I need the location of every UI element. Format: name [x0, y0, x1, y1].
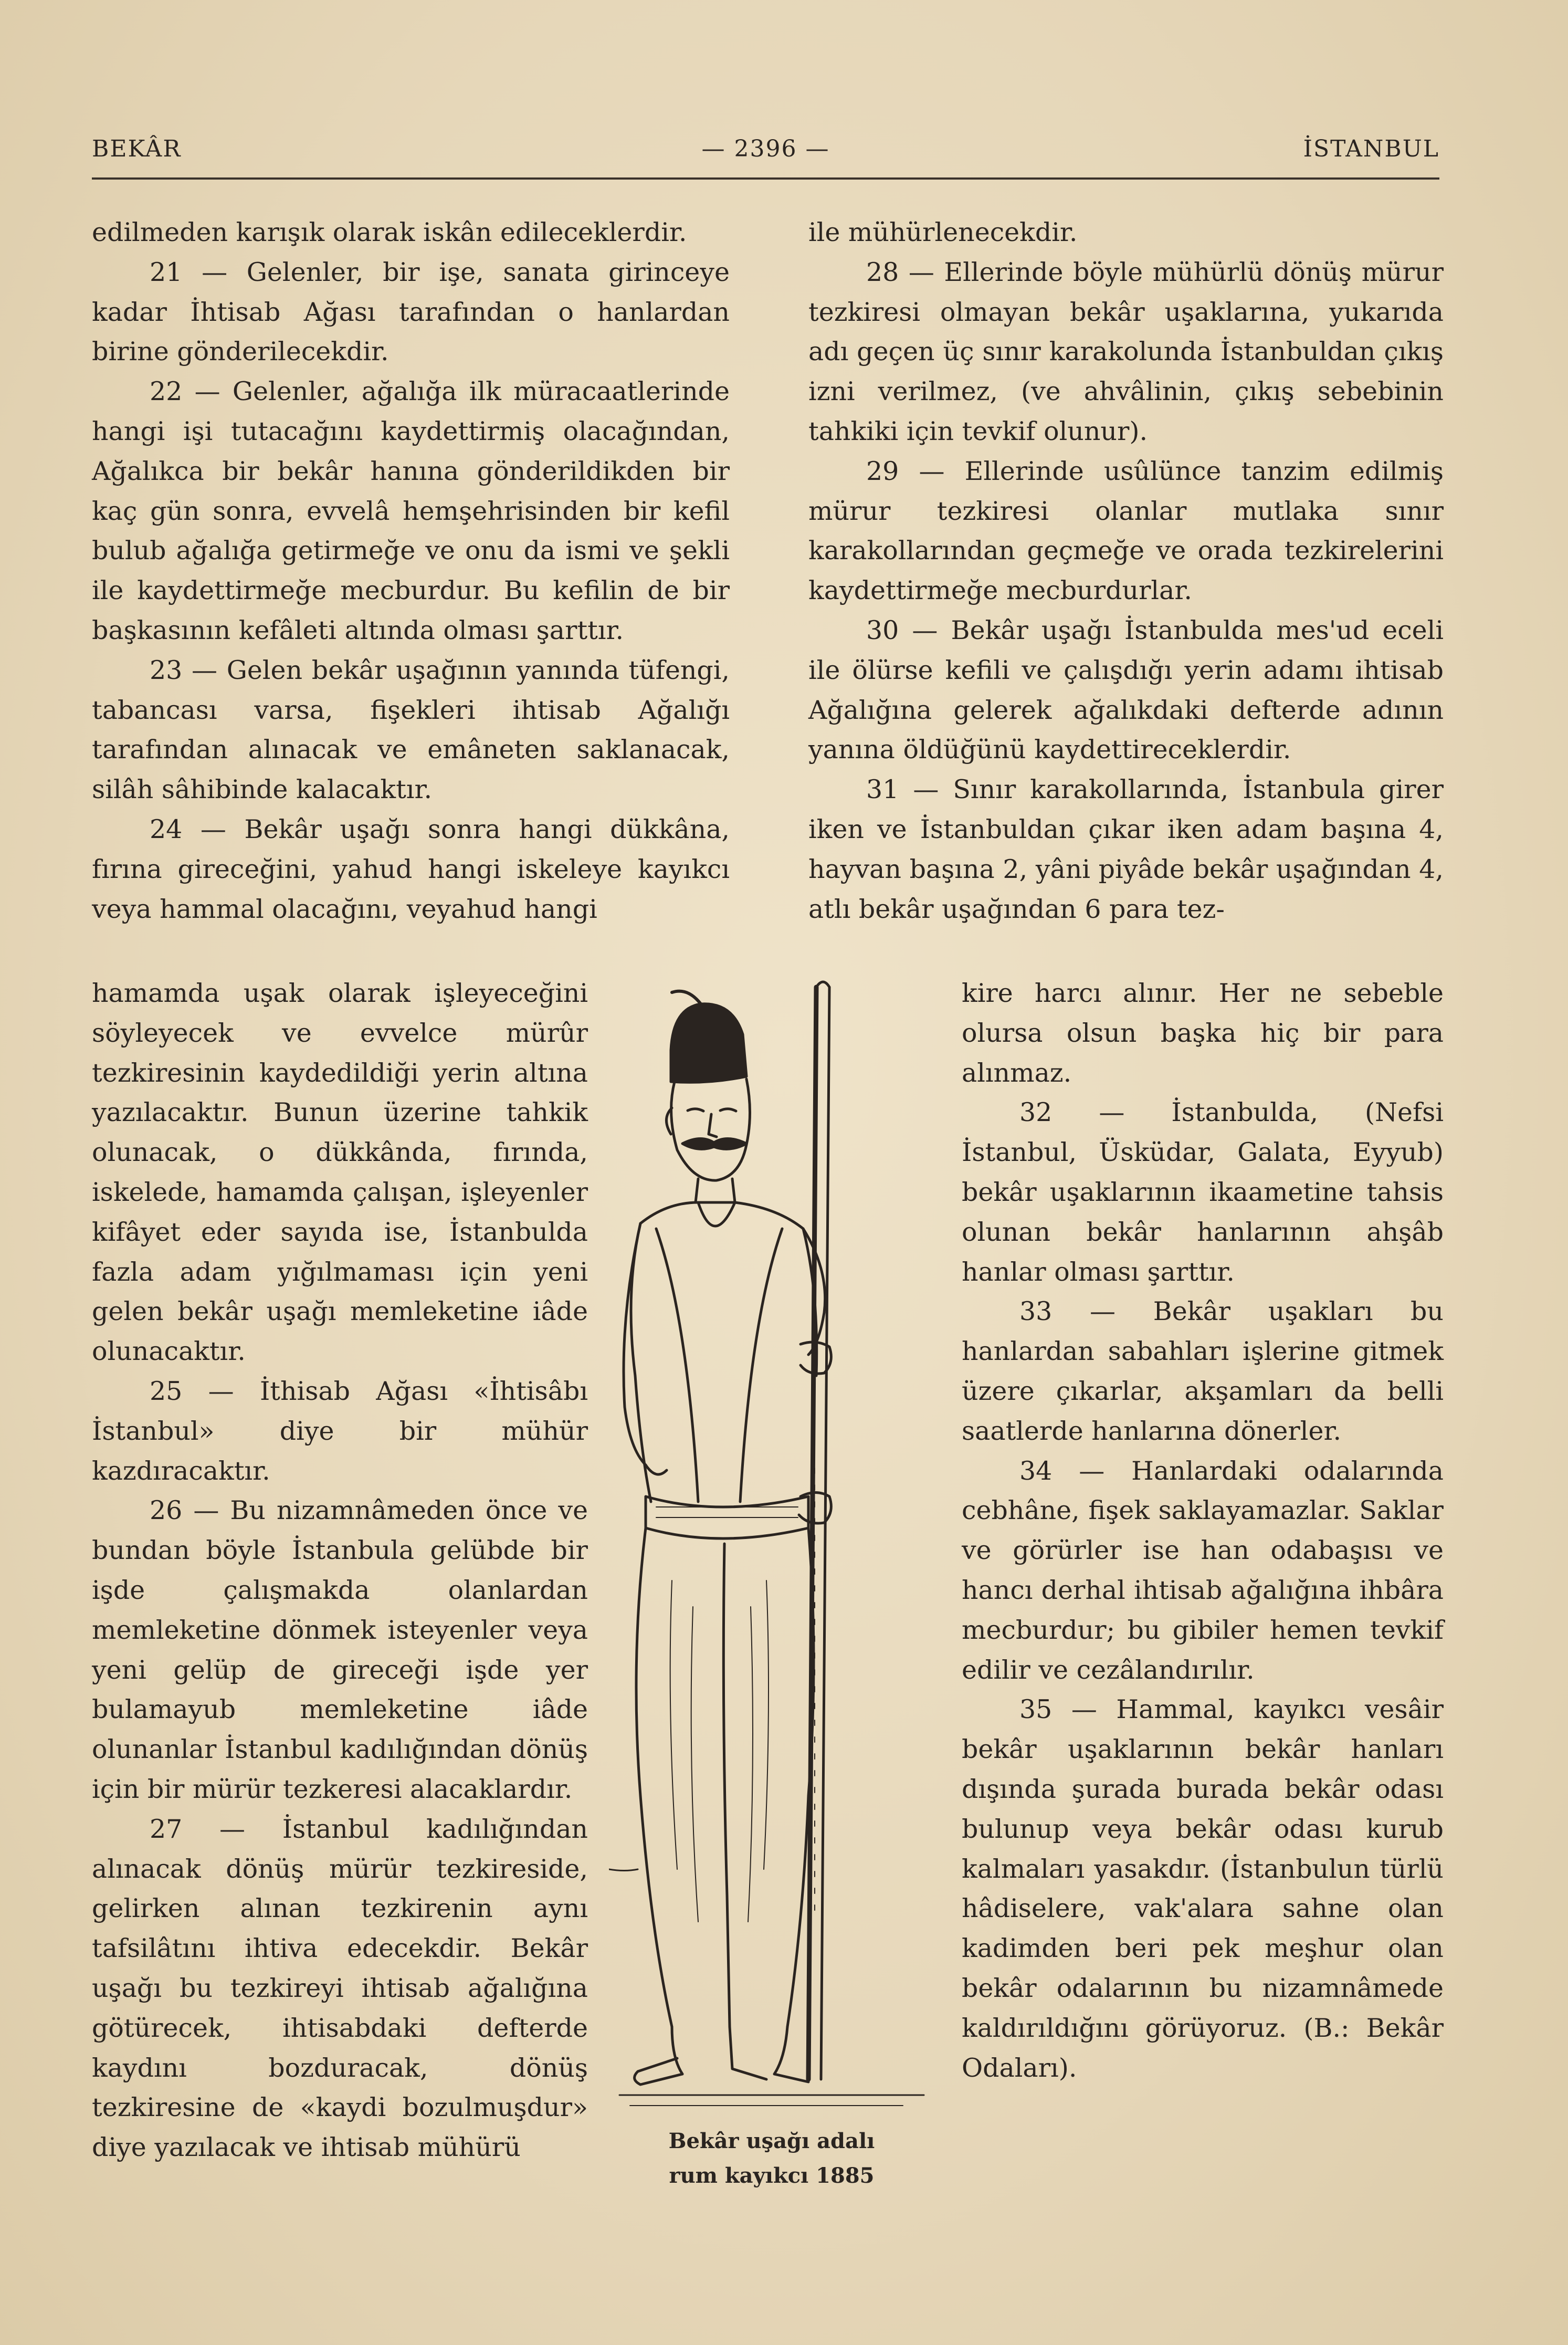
caption-line-2: rum kayıkcı 1885	[669, 2163, 875, 2188]
vest-left	[656, 1229, 698, 1502]
paragraph: ile mühürlenecekdir.	[808, 217, 1078, 247]
header-section: İSTANBUL	[1303, 135, 1439, 162]
right-column-narrow	[962, 973, 1444, 2088]
paragraph-21: 21 — Gelenler, bir işe, sanata girinceye kadar İhtisab Ağası tarafından o hanlardan birine gönderilecekdir.	[92, 257, 730, 367]
mustache	[682, 1138, 746, 1149]
page-number: — 2396 —	[701, 135, 830, 162]
paragraph-27: 27 — İstanbul kadılığından alınacak dönüş mürür tezkireside, gelirken alınan tezkirenin aynı tafsilâtını ihtiva edecekdir. Bekâr uşağı bu tezkireyi ihtisab ağalığına götürecek, ihtisabdaki defterde kaydını bozduracak, dönüş tezkiresine de «kaydi bozulmuşdur» diye yazılacak ve ihtisab mühürü	[92, 1814, 588, 2163]
right-column-top	[808, 213, 1444, 929]
paragraph-29: 29 — Ellerinde usûlünce tanzim edilmiş mürur tezkiresi olanlar mutlaka sınır karakollarından geçmeğe ve orada tezkirelerini kaydettirmeğe mecburdurlar.	[808, 456, 1444, 606]
caption-line-1: Bekâr uşağı adalı	[668, 2129, 875, 2153]
header-rule	[92, 177, 1439, 180]
paragraph-31: 31 — Sınır karakollarında, İstanbula girer iken ve İstanbuldan çıkar iken adam başına 4, hayvan başına 2, yâni piyâde bekâr uşağından 4, atlı bekâr uşağından 6 para tez-	[808, 774, 1444, 924]
paragraph-35: 35 — Hammal, kayıkcı vesâir bekâr uşaklarının bekâr hanları dışında şurada burada bekâr odası bulunup veya bekâr odası kurub kalmaları yasakdır. (İstanbulun türlü hâdiselere, vak'alara sahne olan kadimden beri pek meşhur olan bekâr odalarının bu nizamnâmede kaldırıldığını görüyoruz. (B.: Bekâr Odaları).	[962, 1694, 1444, 2083]
paragraph: edilmeden karışık olarak iskân edileceklerdir.	[92, 217, 687, 247]
paragraph-32: 32 — İstanbulda, (Nefsi İstanbul, Üsküdar, Galata, Eyyub) bekâr uşaklarının ikaametine tahsis olunan bekâr hanlarının ahşâb hanlar olması şarttır.	[962, 1097, 1444, 1287]
paragraph-22: 22 — Gelenler, ağalığa ilk müracaatlerinde hangi işi tutacağını kaydettirmiş olacağından, Ağalıkca bir bekâr hanına gönderildikden bir kaç gün sonra, evvelâ hemşehrisinden bir kefil bulub ağalığa getirmeğe ve onu da ismi ve şekli ile kaydettirmeğe mecburdur. Bu kefilin de bir başkasının kefâleti altında olması şarttır.	[92, 376, 730, 645]
paragraph-33: 33 — Bekâr uşakları bu hanlardan sabahları işlerine gitmek üzere çıkarlar, akşamları da belli saatlerde hanlarına dönerler.	[962, 1296, 1444, 1446]
paragraph-30: 30 — Bekâr uşağı İstanbulda mes'ud eceli ile ölürse kefili ve çalışdığı yerin adamı ihtisab Ağalığına gelerek ağalıkdaki defterde adının yanına öldüğünü kaydettireceklerdir.	[808, 615, 1444, 765]
left-column-narrow	[92, 973, 588, 2168]
header-entry-word: BEKÂR	[92, 135, 182, 162]
figure-caption	[609, 2124, 934, 2193]
paragraph-34: 34 — Hanlardaki odalarında cebhâne, fişek saklayamazlar. Saklar ve görürler ise han odabaşısı ve hancı derhal ihtisab ağalığına ihbâra mecburdur; bu gibiler hemen tevkif edilir ve cezâlandırılır.	[962, 1456, 1444, 1685]
vest-right	[740, 1229, 782, 1502]
running-header	[92, 126, 1439, 168]
paragraph-31-cont: kire harcı alınır. Her ne sebeble olursa olsun başka hiç bir para alınmaz.	[962, 978, 1444, 1088]
oar-shaft-edge	[821, 987, 829, 2079]
boatman-illustration	[609, 977, 934, 2119]
paragraph-23: 23 — Gelen bekâr uşağının yanında tüfengi, tabancası varsa, fişekleri ihtisab Ağalığı tarafından alınacak ve emâneten saklanacak, silâh sâhibinde kalacaktır.	[92, 655, 730, 805]
paragraph-26: 26 — Bu nizamnâmeden önce ve bundan böyle İstanbula gelübde bir işde çalışmakda olanlardan memleketine dönmek isteyenler veya yeni gelüp de gireceği işde yer bulamayub memleketine iâde olunanlar İstanbul kadılığından dönüş için bir mürür tezkeresi alacaklardır.	[92, 1495, 588, 1804]
paragraph-24: 24 — Bekâr uşağı sonra hangi dükkâna, fırına gireceğini, yahud hangi iskeleye kayıkcı veya hammal olacağını, veyahud hangi	[92, 814, 730, 924]
paragraph-28: 28 — Ellerinde böyle mühürlü dönüş mürur tezkiresi olmayan bekâr uşaklarına, yukarıda adı geçen üç sınır karakolunda İstanbuldan çıkış izni verilmez, (ve ahvâlinin, çıkış sebebinin tahkiki için tevkif olunur).	[808, 257, 1444, 446]
fez	[671, 1004, 746, 1082]
trousers	[636, 1528, 672, 2027]
oar-top	[816, 982, 829, 987]
paragraph-25: 25 — İthisab Ağası «İhtisâbı İstanbul» diye bir mühür kazdıracaktır.	[92, 1376, 588, 1486]
left-column-top	[92, 213, 730, 929]
paragraph-24-cont: hamamda uşak olarak işleyeceğini söyleyecek ve evvelce mürûr tezkiresinin kaydedildiği yerin altına yazılacaktır. Bunun üzerine tahkik olunacak, o dükkânda, fırında, iskelede, hamamda çalışan, işleyenler kifâyet eder sayıda ise, İstanbulda fazla adam yığılmaması için yeni gelen bekâr uşağı memleketine iâde olunacaktır.	[92, 978, 588, 1367]
